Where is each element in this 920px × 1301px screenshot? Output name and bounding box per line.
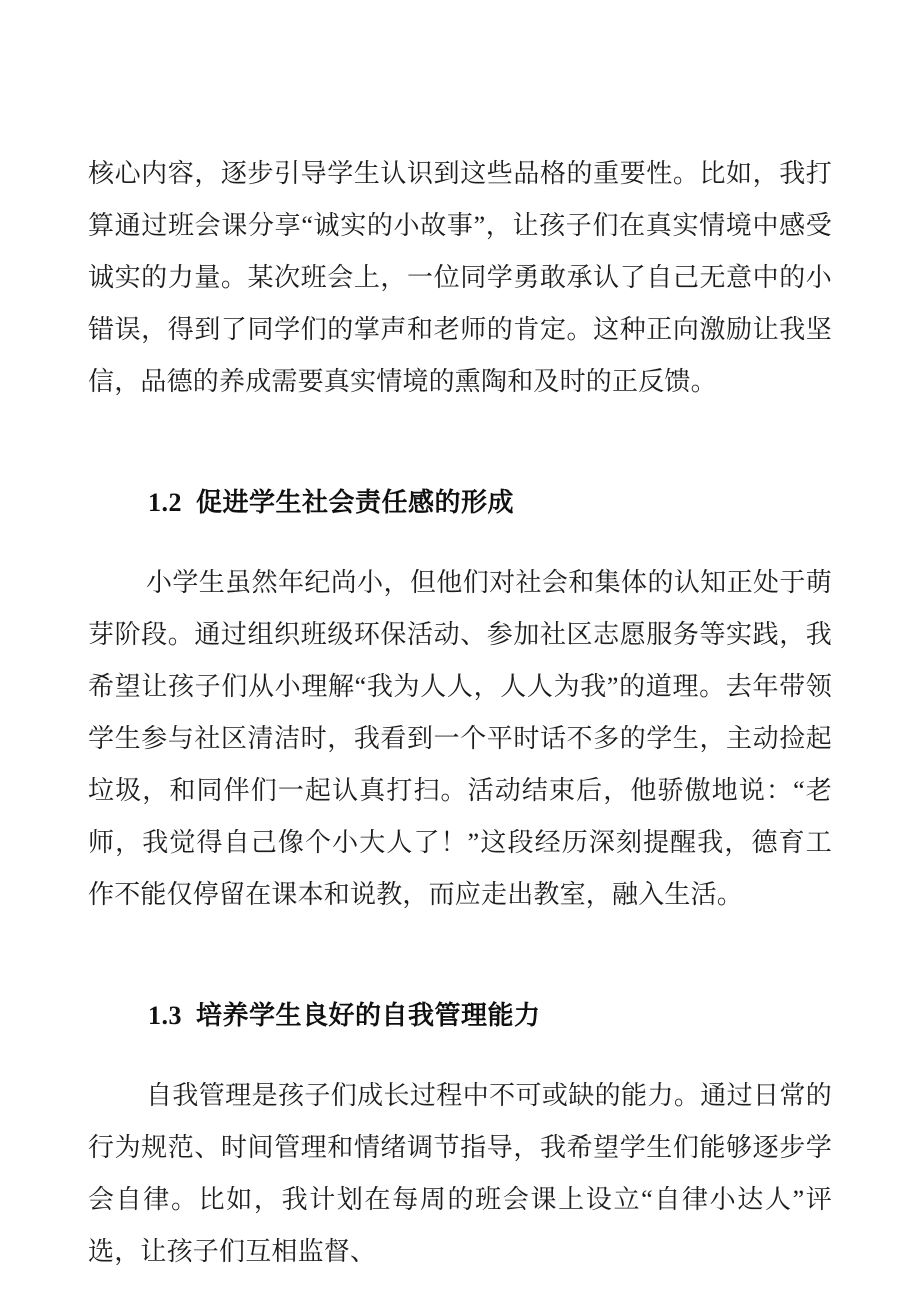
heading-1-3-number: 1.3 — [148, 1001, 182, 1030]
heading-1-3 — [88, 989, 832, 1042]
spacer-before-heading-1-3 — [88, 921, 832, 989]
top-margin-spacer — [88, 0, 832, 148]
heading-1-3-text: 培养学生良好的自我管理能力 — [196, 1000, 541, 1030]
heading-1-2 — [88, 476, 832, 529]
paragraph-self-management: 自我管理是孩子们成长过程中不可或缺的能力。通过日常的行为规范、时间管理和情绪调节指导，我希望学生们能够逐步学会自律。比如，我计划在每周的班会课上设立“自律小达人”评选，让孩子们互相监督、 — [88, 1081, 832, 1266]
paragraph-social-responsibility: 小学生虽然年纪尚小，但他们对社会和集体的认知正处于萌芽阶段。通过组织班级环保活动、参加社区志愿服务等实践，我希望让孩子们从小理解“我为人人，人人为我”的道理。去年带领学生参与社区清洁时，我看到一个平时话不多的学生，主动捡起垃圾，和同伴们一起认真打扫。活动结束后，他骄傲地说：“老师，我觉得自己像个小大人了！”这段经历深刻提醒我，德育工作不能仅停留在课本和说教，而应走出教室，融入生活。 — [88, 568, 832, 909]
paragraph-continuation: 核心内容，逐步引导学生认识到这些品格的重要性。比如，我打算通过班会课分享“诚实的小故事”，让孩子们在真实情境中感受诚实的力量。某次班会上，一位同学勇敢承认了自己无意中的小错误，得到了同学们的掌声和老师的肯定。这种正向激励让我坚信，品德的养成需要真实情境的熏陶和及时的正反馈。 — [88, 159, 832, 396]
spacer-after-heading-1-3 — [88, 1042, 832, 1070]
document-text-column — [88, 0, 832, 1301]
heading-1-2-text: 促进学生社会责任感的形成 — [196, 487, 515, 517]
heading-1-2-number: 1.2 — [148, 488, 182, 517]
spacer-before-heading-1-2 — [88, 408, 832, 476]
spacer-after-heading-1-2 — [88, 529, 832, 557]
